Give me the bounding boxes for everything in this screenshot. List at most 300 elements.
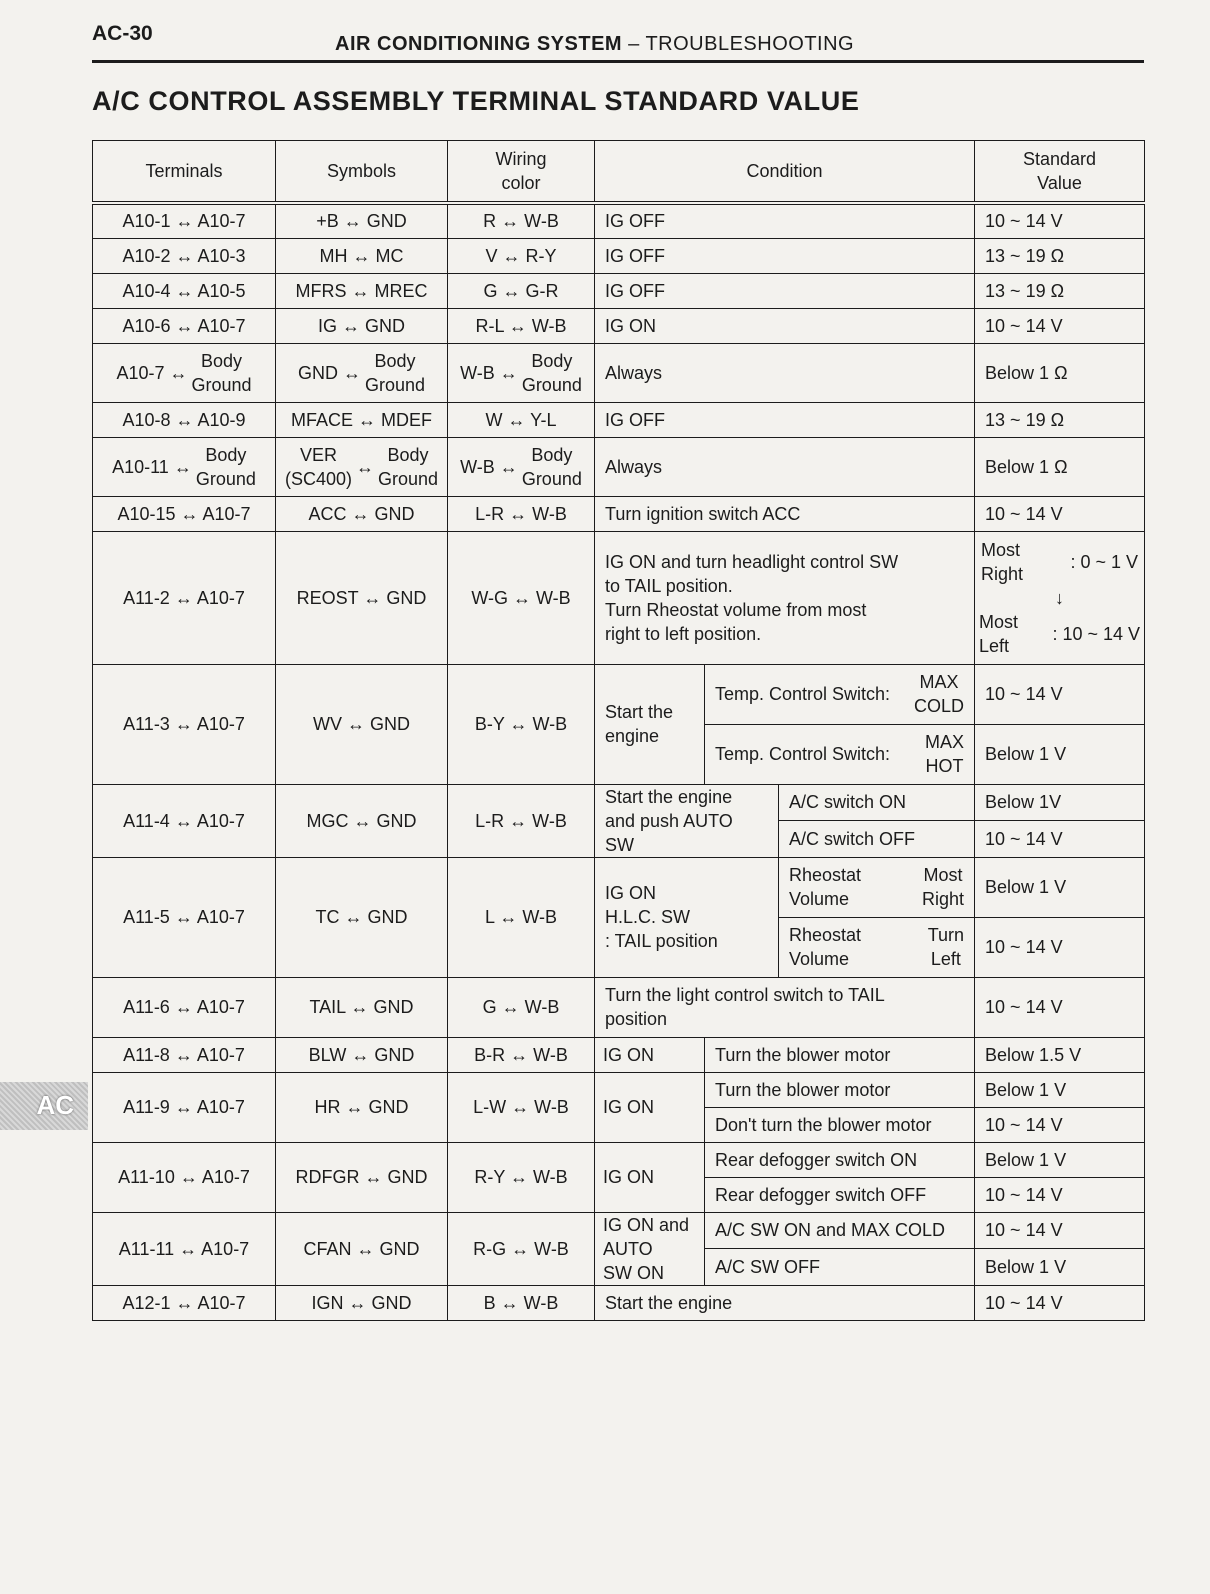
wiring-text: G ↔ W-B bbox=[482, 997, 560, 1017]
value-cell bbox=[975, 203, 1145, 238]
condition-text: IG OFF bbox=[605, 245, 665, 266]
symbol-cell bbox=[276, 203, 448, 238]
wiring-text: L-R ↔ W-B bbox=[475, 810, 567, 831]
symbol-text: MFRS ↔ MREC bbox=[295, 280, 428, 301]
value-text: 10 ~ 14 V bbox=[985, 1292, 1063, 1313]
wiring-cell bbox=[448, 531, 595, 664]
wiring-text: R-G ↔ W-B bbox=[473, 1238, 569, 1259]
table-row bbox=[93, 437, 1145, 496]
condition-line: SW bbox=[605, 834, 634, 855]
terminal-text: A10-15 ↔ A10-7 bbox=[117, 503, 251, 524]
sub-condition-text: A/C SW OFF bbox=[715, 1256, 820, 1277]
symbol-cell bbox=[276, 531, 448, 664]
sub-condition-line: Rheostat bbox=[789, 925, 862, 945]
terminal-text: A10-6 ↔ A10-7 bbox=[122, 315, 246, 336]
side-tab bbox=[0, 1082, 88, 1130]
col-wiring-1: Wiring bbox=[495, 149, 547, 169]
symbol-text: RDFGR ↔ GND bbox=[295, 1167, 428, 1187]
condition-cell bbox=[595, 1212, 705, 1285]
table-row bbox=[93, 1285, 1145, 1320]
sub-condition-text: Temp. Control Switch: bbox=[715, 744, 891, 764]
col-terminals: Terminals bbox=[93, 141, 276, 204]
wiring-text: B-R ↔ W-B bbox=[474, 1044, 568, 1065]
value-text: 13 ~ 19 Ω bbox=[985, 280, 1065, 301]
wiring-cell bbox=[448, 238, 595, 273]
ground-label: Ground bbox=[377, 468, 439, 489]
condition-line: IG ON and bbox=[603, 1214, 690, 1235]
arrow-down-icon: ↓ bbox=[1055, 587, 1065, 608]
value-cell bbox=[975, 402, 1145, 437]
wiring-cell bbox=[448, 977, 595, 1037]
condition-cell bbox=[595, 437, 975, 496]
condition-line: right to left position. bbox=[605, 623, 762, 644]
wiring-cell bbox=[448, 857, 595, 977]
condition-text: Always bbox=[605, 456, 663, 477]
section-subtitle: – TROUBLESHOOTING bbox=[628, 33, 855, 55]
table-row bbox=[93, 1212, 1145, 1249]
wiring-cell bbox=[448, 496, 595, 531]
body-label: Body bbox=[201, 350, 243, 371]
table-header bbox=[93, 141, 1145, 204]
terminal-text: A12-1 ↔ A10-7 bbox=[122, 1292, 246, 1313]
wiring-cell bbox=[448, 1142, 595, 1212]
condition-line: AUTO bbox=[603, 1238, 653, 1259]
condition-cell bbox=[595, 977, 975, 1037]
value-cell bbox=[975, 821, 1145, 858]
symbol-cell bbox=[276, 437, 448, 496]
terminal-cell bbox=[93, 273, 276, 308]
terminal-cell bbox=[93, 203, 276, 238]
sub-condition-text: Rear defogger switch ON bbox=[715, 1149, 918, 1170]
value-text: 10 ~ 14 V bbox=[985, 828, 1063, 849]
sub-condition-cell bbox=[779, 857, 975, 917]
wiring-text: R-Y ↔ W-B bbox=[474, 1167, 568, 1187]
terminal-cell bbox=[93, 531, 276, 664]
condition-cell bbox=[595, 784, 779, 857]
condition-line: to TAIL position. bbox=[605, 575, 733, 596]
condition-line: SW ON bbox=[603, 1262, 664, 1283]
wiring-cell bbox=[448, 1285, 595, 1320]
value-cell bbox=[975, 724, 1145, 784]
value-cell bbox=[975, 437, 1145, 496]
value-text: 13 ~ 19 Ω bbox=[985, 409, 1065, 430]
table-row bbox=[93, 857, 1145, 917]
value-cell bbox=[975, 1072, 1145, 1107]
sub-condition-cell bbox=[779, 917, 975, 977]
section-title: AIR CONDITIONING SYSTEM bbox=[335, 33, 623, 55]
terminal-text: A11-11 ↔ A10-7 bbox=[118, 1238, 250, 1259]
value-text: 10 ~ 14 V bbox=[985, 997, 1063, 1017]
value-cell bbox=[975, 1177, 1145, 1212]
symbol-text: IG ↔ GND bbox=[317, 315, 405, 336]
sub-condition-line: Rheostat bbox=[789, 865, 862, 885]
terminal-cell bbox=[93, 977, 276, 1037]
sub-condition-text: Turn the blower motor bbox=[715, 1079, 891, 1100]
value-label: Left bbox=[979, 635, 1010, 656]
condition-cell bbox=[595, 343, 975, 402]
wiring-cell bbox=[448, 273, 595, 308]
table-row bbox=[93, 531, 1145, 664]
condition-text: IG ON bbox=[603, 1167, 655, 1187]
wiring-text: G ↔ G-R bbox=[483, 280, 559, 301]
condition-line: Start the bbox=[605, 702, 674, 722]
value-text: Below 1 V bbox=[985, 1256, 1067, 1277]
terminal-cell bbox=[93, 238, 276, 273]
wiring-text: B-Y ↔ W-B bbox=[474, 714, 568, 734]
terminal-text: A11-10 ↔ A10-7 bbox=[118, 1167, 250, 1187]
sub-condition-mode: Most bbox=[923, 865, 963, 885]
value-text: 10 ~ 14 V bbox=[985, 503, 1063, 524]
condition-cell bbox=[595, 857, 779, 977]
value-cell bbox=[975, 531, 1145, 664]
value-cell bbox=[975, 664, 1145, 724]
table-row bbox=[93, 273, 1145, 308]
symbol-cell bbox=[276, 1212, 448, 1285]
terminal-value-table bbox=[92, 140, 1145, 1321]
col-symbols: Symbols bbox=[276, 141, 448, 204]
condition-text: Start the engine bbox=[605, 1292, 733, 1313]
symbol-cell bbox=[276, 308, 448, 343]
value-text: Below 1.5 V bbox=[985, 1044, 1082, 1065]
condition-line: Start the engine bbox=[605, 786, 733, 807]
value-cell bbox=[975, 496, 1145, 531]
wiring-cell bbox=[448, 203, 595, 238]
header-rule bbox=[92, 60, 1144, 63]
condition-line: Turn the light control switch to TAIL bbox=[605, 985, 885, 1005]
value-text: 10 ~ 14 V bbox=[985, 1184, 1063, 1205]
sub-condition-cell bbox=[779, 784, 975, 821]
sub-condition-cell bbox=[705, 1072, 975, 1107]
value-text: 10 ~ 14 V bbox=[985, 211, 1063, 232]
sub-condition-cell bbox=[705, 724, 975, 784]
value-text: Below 1 V bbox=[985, 744, 1067, 764]
value-text: 10 ~ 14 V bbox=[985, 1220, 1063, 1241]
wiring-cell bbox=[448, 402, 595, 437]
sub-condition-cell bbox=[705, 1142, 975, 1177]
wiring-text: W-G ↔ W-B bbox=[471, 587, 571, 608]
table-row bbox=[93, 402, 1145, 437]
sub-condition-mode: Turn bbox=[927, 925, 965, 945]
wiring-text: R-L ↔ W-B bbox=[475, 315, 567, 336]
terminal-cell bbox=[93, 1142, 276, 1212]
terminal-text: A11-8 ↔ A10-7 bbox=[123, 1044, 245, 1065]
terminal-cell bbox=[93, 343, 276, 402]
terminal-text: A10-7 ↔ bbox=[116, 362, 188, 383]
sub-condition-mode: HOT bbox=[925, 756, 964, 776]
terminal-cell bbox=[93, 402, 276, 437]
sub-condition-mode: MAX bbox=[925, 732, 965, 752]
symbol-cell bbox=[276, 664, 448, 784]
ground-label: Ground bbox=[521, 374, 582, 395]
sub-condition-text: Temp. Control Switch: bbox=[715, 684, 891, 704]
sub-condition-mode: Left bbox=[930, 949, 961, 969]
wiring-cell bbox=[448, 1212, 595, 1285]
sub-condition-cell bbox=[705, 1177, 975, 1212]
condition-cell bbox=[595, 402, 975, 437]
value-cell bbox=[975, 238, 1145, 273]
value-text: Below 1 V bbox=[985, 1079, 1067, 1100]
symbol-arrow: ↔ bbox=[355, 456, 374, 477]
section-header bbox=[335, 33, 854, 56]
value-cell bbox=[975, 1212, 1145, 1249]
col-value-2: Value bbox=[1037, 173, 1082, 193]
terminal-cell bbox=[93, 784, 276, 857]
symbol-text: HR ↔ GND bbox=[314, 1097, 409, 1117]
wiring-text: W-B ↔ bbox=[460, 456, 518, 477]
body-label: Body bbox=[387, 444, 429, 465]
terminal-text: A10-4 ↔ A10-5 bbox=[122, 280, 246, 301]
value-cell bbox=[975, 784, 1145, 821]
symbol-text: MFACE ↔ MDEF bbox=[290, 409, 432, 430]
sub-condition-text: Rear defogger switch OFF bbox=[715, 1184, 927, 1205]
condition-text: IG OFF bbox=[605, 409, 665, 430]
value-cell bbox=[975, 1249, 1145, 1286]
terminal-text: A10-1 ↔ A10-7 bbox=[122, 211, 246, 232]
condition-cell bbox=[595, 238, 975, 273]
symbol bbox=[298, 349, 425, 397]
condition-cell bbox=[595, 531, 975, 664]
page-title: A/C CONTROL ASSEMBLY TERMINAL STANDARD VALUE bbox=[92, 86, 860, 116]
body-label: Body bbox=[374, 350, 416, 371]
body-label: Body bbox=[205, 444, 247, 465]
condition-line: IG ON bbox=[605, 883, 657, 903]
wiring-cell bbox=[448, 1037, 595, 1072]
value-cell bbox=[975, 1142, 1145, 1177]
wiring-text: L ↔ W-B bbox=[484, 907, 557, 927]
body-label: Body bbox=[531, 350, 573, 371]
sub-condition-text: Don't turn the blower motor bbox=[715, 1114, 932, 1135]
terminal-cell bbox=[93, 1072, 276, 1142]
condition-line: position bbox=[605, 1009, 668, 1029]
terminal-cell bbox=[93, 664, 276, 784]
symbol-cell bbox=[276, 496, 448, 531]
condition-line: IG ON and turn headlight control SW bbox=[605, 551, 899, 572]
sub-condition-text: A/C switch ON bbox=[789, 792, 907, 813]
table-row bbox=[93, 343, 1145, 402]
symbol-cell bbox=[276, 784, 448, 857]
sub-condition-line: Volume bbox=[789, 889, 850, 909]
wiring-cell bbox=[448, 437, 595, 496]
symbol-line: (SC400) bbox=[284, 468, 352, 489]
col-condition: Condition bbox=[595, 141, 975, 204]
condition-cell bbox=[595, 203, 975, 238]
value-cell bbox=[975, 857, 1145, 917]
symbol-cell bbox=[276, 857, 448, 977]
value-label: Most bbox=[979, 611, 1019, 632]
symbol-text: ACC ↔ GND bbox=[308, 503, 415, 524]
symbol-line: VER bbox=[299, 444, 337, 465]
condition-cell bbox=[595, 1037, 705, 1072]
value-label: Most bbox=[981, 539, 1021, 560]
table-row bbox=[93, 1072, 1145, 1107]
symbol-text: TAIL ↔ GND bbox=[309, 997, 414, 1017]
condition-cell bbox=[595, 1285, 975, 1320]
terminal-cell bbox=[93, 1285, 276, 1320]
terminal-text: A10-8 ↔ A10-9 bbox=[122, 409, 246, 430]
condition-text: IG ON bbox=[603, 1097, 655, 1117]
condition-line: and push AUTO bbox=[605, 810, 733, 831]
sub-condition-cell bbox=[705, 664, 975, 724]
value-text: 10 ~ 14 V bbox=[985, 315, 1063, 336]
sub-condition-cell bbox=[779, 821, 975, 858]
col-value-1: Standard bbox=[1023, 149, 1097, 169]
condition-line: engine bbox=[605, 726, 660, 746]
symbol-text: IGN ↔ GND bbox=[311, 1292, 412, 1313]
condition-cell bbox=[595, 308, 975, 343]
symbol-cell bbox=[276, 1285, 448, 1320]
sub-condition-cell bbox=[705, 1249, 975, 1286]
terminal-cell bbox=[93, 308, 276, 343]
sub-condition-mode: Right bbox=[922, 889, 965, 909]
sub-condition-mode: MAX bbox=[919, 672, 959, 692]
wiring-text: B ↔ W-B bbox=[483, 1292, 559, 1313]
symbol-text: WV ↔ GND bbox=[313, 714, 410, 734]
symbol-text: +B ↔ GND bbox=[316, 211, 407, 232]
condition-cell bbox=[595, 1072, 705, 1142]
terminal-text: A10-11 ↔ bbox=[112, 456, 192, 477]
table-row bbox=[93, 1142, 1145, 1177]
value-cell bbox=[975, 273, 1145, 308]
condition-line: H.L.C. SW bbox=[605, 907, 691, 927]
sub-condition-mode: COLD bbox=[914, 696, 965, 716]
symbol-cell bbox=[276, 1037, 448, 1072]
value-text: Below 1 V bbox=[985, 877, 1067, 897]
terminal-text: A11-6 ↔ A10-7 bbox=[123, 997, 245, 1017]
ground-label: Ground bbox=[191, 374, 252, 395]
symbol-text: CFAN ↔ GND bbox=[303, 1238, 420, 1259]
table-row bbox=[93, 977, 1145, 1037]
value-text: 10 ~ 14 V bbox=[985, 1114, 1063, 1135]
symbol-text: MGC ↔ GND bbox=[306, 810, 417, 831]
condition-cell bbox=[595, 1142, 705, 1212]
terminal-cell bbox=[93, 437, 276, 496]
value-cell bbox=[975, 343, 1145, 402]
symbol-text: REOST ↔ GND bbox=[296, 587, 427, 608]
symbol-cell bbox=[276, 977, 448, 1037]
table-row bbox=[93, 238, 1145, 273]
sub-condition-cell bbox=[705, 1037, 975, 1072]
table-row bbox=[93, 1037, 1145, 1072]
condition-text: IG ON bbox=[603, 1044, 655, 1065]
terminal-cell bbox=[93, 857, 276, 977]
value-text: 13 ~ 19 Ω bbox=[985, 245, 1065, 266]
table-row bbox=[93, 664, 1145, 724]
symbol-text: BLW ↔ GND bbox=[308, 1044, 415, 1065]
symbol-text: GND ↔ bbox=[297, 362, 361, 383]
sub-condition-text: A/C SW ON and MAX COLD bbox=[715, 1220, 946, 1241]
table-row bbox=[93, 308, 1145, 343]
wiring-cell bbox=[448, 784, 595, 857]
wiring-text: V ↔ R-Y bbox=[485, 245, 557, 266]
col-value bbox=[975, 141, 1145, 204]
sub-condition-line: Volume bbox=[789, 949, 850, 969]
terminal-text: A11-5 ↔ A10-7 bbox=[123, 907, 245, 927]
col-wiring bbox=[448, 141, 595, 204]
terminal-cell bbox=[93, 496, 276, 531]
terminal-cell bbox=[93, 1212, 276, 1285]
terminal-text: A11-4 ↔ A10-7 bbox=[123, 810, 245, 831]
wiring-text: R ↔ W-B bbox=[483, 211, 559, 232]
wiring-text: W-B ↔ bbox=[460, 362, 518, 383]
condition-text: Always bbox=[605, 362, 663, 383]
condition-text: IG ON bbox=[605, 315, 657, 336]
ground-label: Ground bbox=[364, 374, 426, 395]
condition-text: Turn ignition switch ACC bbox=[605, 503, 801, 524]
value-cell bbox=[975, 917, 1145, 977]
terminal-cell bbox=[93, 1037, 276, 1072]
sub-condition-cell bbox=[705, 1212, 975, 1249]
terminal-text: A10-2 ↔ A10-3 bbox=[122, 245, 246, 266]
ground-label: Ground bbox=[521, 468, 582, 489]
condition-cell bbox=[595, 664, 705, 784]
wiring bbox=[460, 349, 582, 397]
symbol-cell bbox=[276, 1072, 448, 1142]
wiring-cell bbox=[448, 308, 595, 343]
condition-text: IG OFF bbox=[605, 280, 665, 301]
value-cell bbox=[975, 1107, 1145, 1142]
terminal bbox=[112, 443, 256, 491]
value-text: Below 1V bbox=[985, 792, 1062, 813]
table-row bbox=[93, 203, 1145, 238]
page-number: AC-30 bbox=[92, 22, 153, 45]
wiring-cell bbox=[448, 1072, 595, 1142]
symbol-text: TC ↔ GND bbox=[315, 907, 408, 927]
wiring-text: L-R ↔ W-B bbox=[475, 503, 567, 524]
side-tab-label: AC bbox=[36, 1090, 74, 1120]
value-label: Right bbox=[981, 563, 1024, 584]
symbol-cell bbox=[276, 402, 448, 437]
ground-label: Ground bbox=[195, 468, 256, 489]
table-row bbox=[93, 784, 1145, 821]
wiring-text: W ↔ Y-L bbox=[485, 409, 557, 430]
terminal-text: A11-3 ↔ A10-7 bbox=[123, 714, 245, 734]
symbol-cell bbox=[276, 273, 448, 308]
symbol-text: MH ↔ MC bbox=[319, 245, 404, 266]
condition-line: : TAIL position bbox=[605, 931, 718, 951]
condition-line: Turn Rheostat volume from most bbox=[605, 599, 867, 620]
terminal-text: A11-9 ↔ A10-7 bbox=[123, 1097, 245, 1117]
value-text: 10 ~ 14 V bbox=[985, 937, 1063, 957]
value-text: Below 1 Ω bbox=[985, 362, 1068, 383]
condition-text: IG OFF bbox=[605, 211, 665, 232]
symbol-cell bbox=[276, 238, 448, 273]
terminal bbox=[116, 349, 251, 397]
value-text: : 0 ~ 1 V bbox=[1070, 551, 1139, 572]
wiring-cell bbox=[448, 343, 595, 402]
condition-cell bbox=[595, 496, 975, 531]
value-text: Below 1 Ω bbox=[985, 456, 1068, 477]
sub-condition-text: Turn the blower motor bbox=[715, 1044, 891, 1065]
sub-condition-text: A/C switch OFF bbox=[789, 828, 916, 849]
table-row bbox=[93, 496, 1145, 531]
value-cell bbox=[975, 977, 1145, 1037]
terminal-text: A11-2 ↔ A10-7 bbox=[123, 587, 245, 608]
symbol-cell bbox=[276, 343, 448, 402]
value-text: : 10 ~ 14 V bbox=[1052, 623, 1141, 644]
value-cell bbox=[975, 308, 1145, 343]
value-cell bbox=[975, 1285, 1145, 1320]
sub-condition-cell bbox=[705, 1107, 975, 1142]
condition-cell bbox=[595, 273, 975, 308]
wiring-text: L-W ↔ W-B bbox=[473, 1097, 569, 1117]
value-cell bbox=[975, 1037, 1145, 1072]
value-text: 10 ~ 14 V bbox=[985, 684, 1063, 704]
value-text: Below 1 V bbox=[985, 1149, 1067, 1170]
body-label: Body bbox=[531, 444, 573, 465]
wiring-cell bbox=[448, 664, 595, 784]
col-wiring-2: color bbox=[501, 173, 541, 193]
symbol-cell bbox=[276, 1142, 448, 1212]
